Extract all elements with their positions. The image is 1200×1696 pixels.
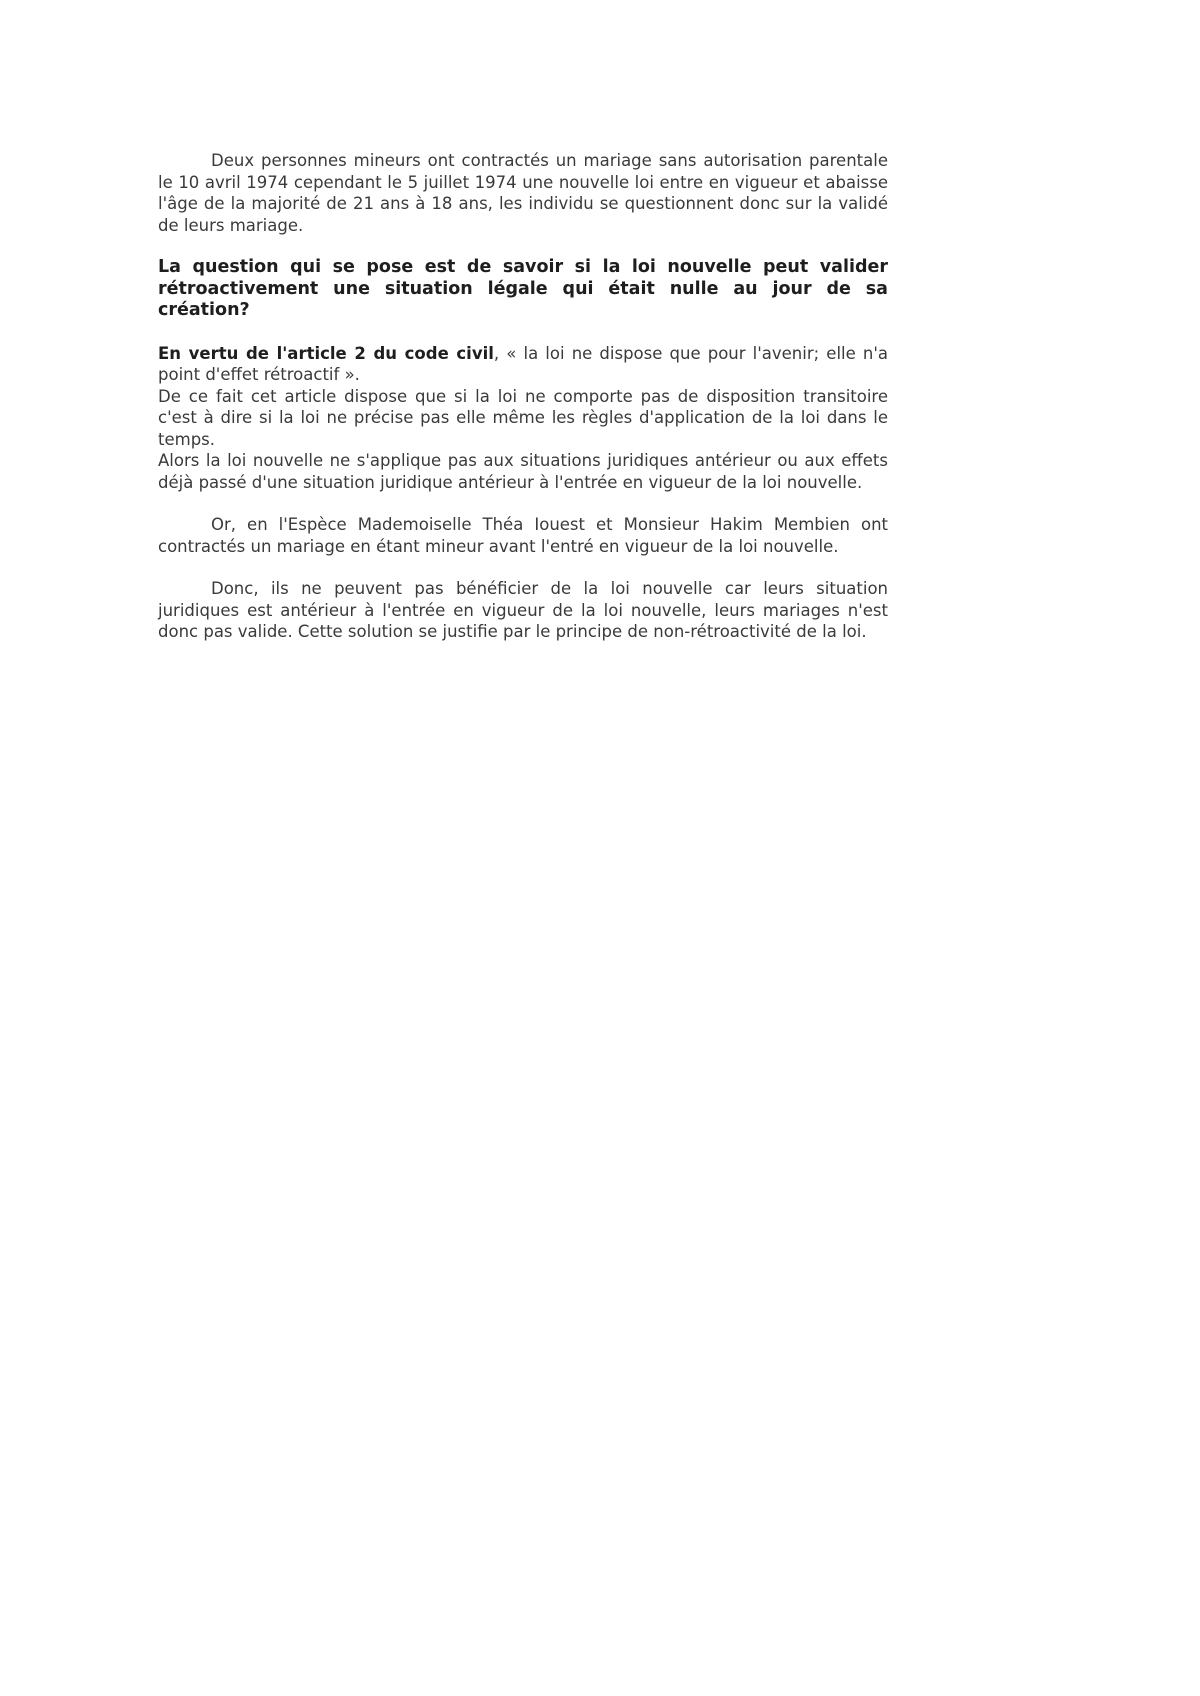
- document-body: [158, 150, 888, 643]
- major-premise-paragraph: [158, 343, 888, 386]
- conclusion-paragraph: Donc, ils ne peuvent pas bénéficier de la loi nouvelle car leurs situation juridiques est antérieur à l'entrée en vigueur de la loi nouvelle, leurs mariages n'est donc pas valide. Cette solution se justifie par le principe de non-rétroactivité de la loi.: [158, 579, 888, 641]
- article-quote: , « la loi ne dispose que pour l'avenir; elle n'a point d'effet rétroactif ».: [158, 343, 889, 384]
- rule-consequence-paragraph: Alors la loi nouvelle ne s'applique pas aux situations juridiques antérieur ou aux effets déjà passé d'une situation juridique antérieur à l'entrée en vigueur de la loi nouvelle.: [158, 451, 888, 492]
- facts-paragraph: Deux personnes mineurs ont contractés un mariage sans autorisation parentale le 10 avril 1974 cependant le 5 juillet 1974 une nouvelle loi entre en vigueur et abaisse l'âge de la majorité de 21 ans à 18 ans, les individu se questionnent donc sur la validé de leurs mariage.: [158, 151, 888, 235]
- minor-premise-paragraph: Or, en l'Espèce Mademoiselle Théa Iouest et Monsieur Hakim Membien ont contractés un mariage en étant mineur avant l'entré en vigueur de la loi nouvelle.: [158, 515, 888, 556]
- article-explanation-paragraph: De ce fait cet article dispose que si la loi ne comporte pas de disposition transitoire c'est à dire si la loi ne précise pas elle même les règles d'application de la loi dans le temps.: [158, 386, 888, 449]
- article-reference: En vertu de l'article 2 du code civil: [158, 343, 494, 363]
- legal-question: La question qui se pose est de savoir si la loi nouvelle peut valider rétroactivement une situation légale qui était nulle au jour de sa création?: [158, 257, 888, 320]
